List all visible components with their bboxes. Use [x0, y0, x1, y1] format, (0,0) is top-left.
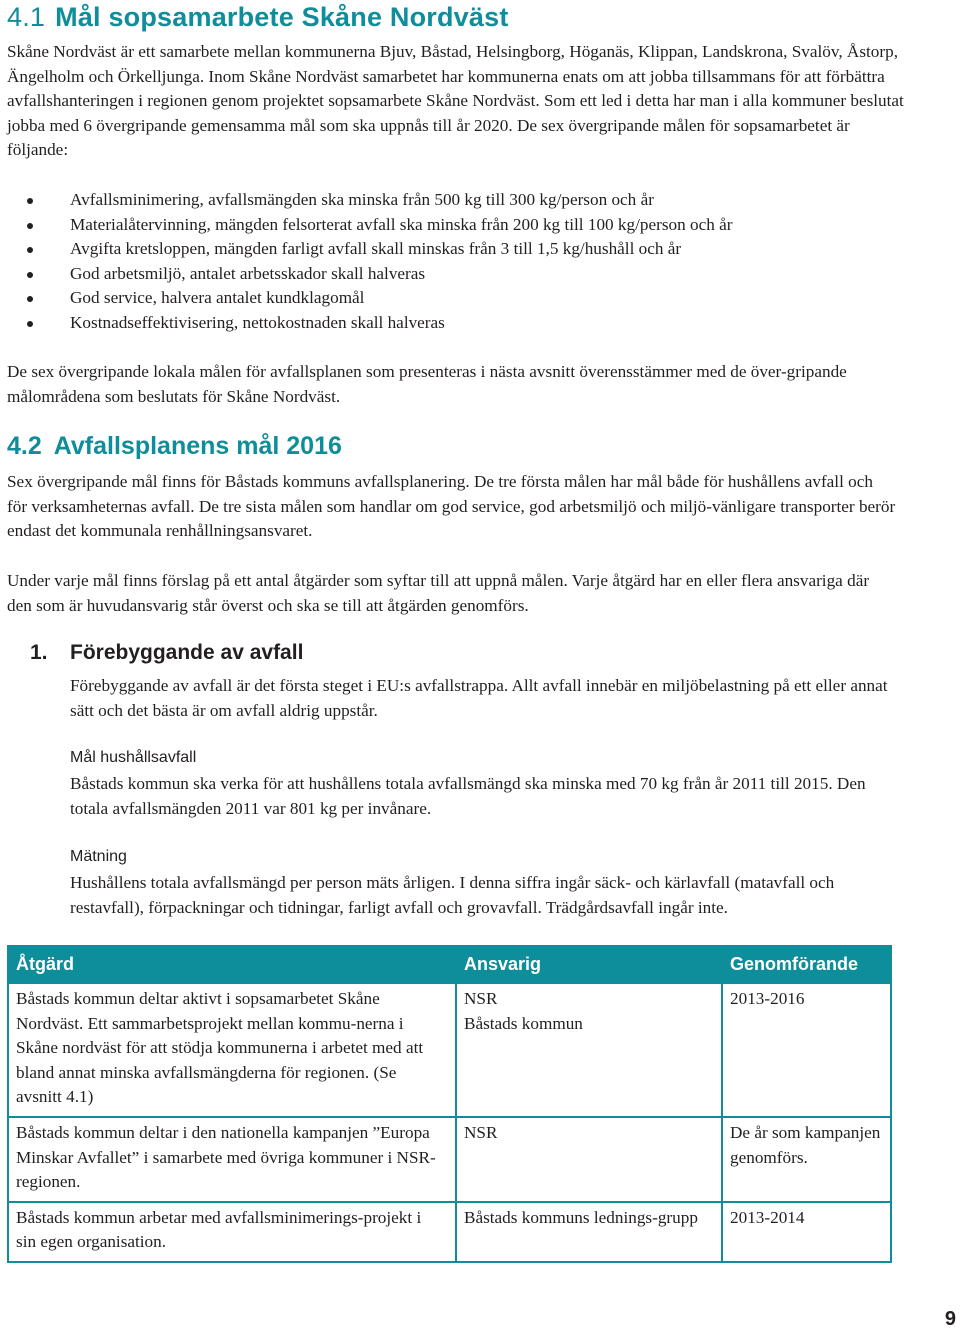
document-page: 4.1 Mål sopsamarbete Skåne Nordväst Skåne Nordväst är ett samarbete mellan kommunerna Bjuv, Båstad, Helsingborg, Höganäs, Klippan, Landskrona, Svalöv, Åstorp, Ängelholm och Örkelljunga. Inom Skåne Nordväst samarbetet har kommunerna enats om att jobba tillsammans för att förbättra avfallshanteringen i regionen genom projektet sopsamarbete Skåne Nordväst. Som ett led i detta har man i alla kommuner beslutat jobba med 6 övergripande gemensamma mål som ska uppnås till år 2020. De sex övergripande målen för sopsamarbetet är följande: Avfallsminimering, avfallsmängden ska minska från 500 kg till 300 kg/person och år Materialåtervinning, mängden felsorterat avfall ska minska från 200 kg till 100 kg/person och år Avgifta kretsloppen, mängden farligt avfall skall minskas från 3 till 1,5 kg/hushåll och år God arbetsmiljö, antalet arbetsskador skall halveras God service, halvera antalet kundklagomål Kostnadseffektivisering, nettokostnaden skall halveras De sex övergripande lokala målen för avfallsplanen som presenteras i nästa avsnitt överensstämmer med de över-gripande målområdena som beslutats för Skåne Nordväst. 4.2 Avfallsplanens mål 2016 Sex övergripande mål finns för Båstads kommuns avfallsplanering. De tre första målen har mål både för hushållens avfall och för verksamheternas avfall. De tre sista målen som handlar om god service, god arbetsmiljö och miljö-vänligare transporter berör endast det kommunala renhållningsansvaret. Under varje mål finns förslag på ett antal åtgärder som syftar till att uppnå målen. Varje åtgärd har en eller flera ansvariga där den som är huvudansvarig står överst och ska se till att åtgärden genomförs. 1. Förebyggande av avfall Förebyggande av avfall är det första steget i EU:s avfallstrappa. Allt avfall innebär en miljöbelastning på ett eller annat sätt och det bästa är om avfall aldrig uppstår. Mål hushållsavfall Båstads kommun ska verka för att hushållens totala avfallsmängd ska minska med 70 kg från år 2011 till 2015. Den totala avfallsmängden 2011 var 801 kg per invånare. Mätning Hushållens totala avfallsmängd per person mäts årligen. I denna siffra ingår säck- och kärlavfall (matavfall och restavfall), förpackningar och tidningar, farligt avfall och grovavfall. Trädgårdsavfall ingår inte. Åtgärd Ansvarig Genomförande Båstads kommun deltar aktivt i sopsamarbetet Skåne Nordväst. Ett sammarbetsprojekt mellan kommu-nerna i Skåne nordväst för att stödja kommunerna i arbetet med att bland annat minska avfallsmängderna för regionen. (Se avsnitt 4.1) NSR Båstads kommun 2013-2016 Båstads kommun deltar i den nationella kampanjen ”Europa Minskar Avfallet” i samarbete med övriga kommuner i NSR-regionen. NSR De år som kampanjen genomförs. Båstads kommun arbetar med avfallsminimerings-projekt i sin egen organisation. Båstads kommuns lednings-grupp 2013-2014 9: [7, 2, 956, 1330]
section-title: Mål sopsamarbete Skåne Nordväst: [55, 2, 509, 32]
cell-timing: 2013-2016: [722, 983, 891, 1117]
table-header-row: [8, 946, 891, 983]
goal-intro: Förebyggande av avfall är det första steget i EU:s avfallstrappa. Allt avfall innebär en miljöbelastning på ett eller annat sätt och det bästa är om avfall aldrig uppstår.: [70, 676, 888, 720]
responsible-entry: Båstads kommuns lednings-grupp: [464, 1207, 698, 1227]
column-header-responsible: Ansvarig: [456, 946, 722, 983]
section2-paragraph-1: Sex övergripande mål finns för Båstads kommuns avfallsplanering. De tre första målen har mål både för hushållens avfall och för verksamheternas avfall. De tre sista målen som handlar om god service, god arbetsmiljö och miljö-vänligare transporter berör endast det kommunala renhållningsansvaret.: [7, 472, 896, 541]
cell-timing: De år som kampanjen genomförs.: [722, 1117, 891, 1202]
cell-responsible: [456, 983, 722, 1117]
cell-timing: 2013-2014: [722, 1202, 891, 1262]
cell-action: Båstads kommun arbetar med avfallsminimerings-projekt i sin egen organisation.: [8, 1202, 456, 1262]
responsible-entry: NSR: [464, 989, 498, 1008]
section-number: 4.2: [7, 432, 42, 460]
measure-heading: Mätning: [70, 848, 127, 865]
section-heading-4-2: [7, 432, 342, 461]
bullet-icon: [27, 198, 33, 204]
target-heading: Mål hushållsavfall: [70, 749, 197, 766]
closing-paragraph: De sex övergripande lokala målen för avfallsplanen som presenteras i nästa avsnitt överensstämmer med de över-gripande målområdena som beslutats för Skåne Nordväst.: [7, 362, 847, 406]
bullet-icon: [27, 247, 33, 253]
section2-paragraph-2: Under varje mål finns förslag på ett antal åtgärder som syftar till att uppnå målen. Varje åtgärd har en eller flera ansvariga där den som är huvudansvarig står överst och ska se till att åtgärden genomförs.: [7, 571, 870, 615]
bullet-icon: [27, 296, 33, 302]
column-header-timing: Genomförande: [722, 946, 891, 983]
section-heading-4-1: [7, 2, 509, 33]
bullet-icon: [27, 272, 33, 278]
table-row: [8, 1117, 891, 1202]
target-text: Båstads kommun ska verka för att hushållens totala avfallsmängd ska minska med 70 kg från år 2011 till 2015. Den totala avfallsmängden 2011 var 801 kg per invånare.: [70, 774, 866, 818]
measure-text: Hushållens totala avfallsmängd per person mäts årligen. I denna siffra ingår säck- och kärlavfall (matavfall och restavfall), förpackningar och tidningar, farligt avfall och grovavfall. Trädgårdsavfall ingår inte.: [70, 873, 835, 917]
table-row: [8, 983, 891, 1117]
bullet-icon: [27, 321, 33, 327]
goal-number: 1.: [30, 641, 48, 664]
table-row: [8, 1202, 891, 1262]
responsible-entry: Båstads kommun: [464, 1013, 583, 1033]
cell-action: Båstads kommun deltar aktivt i sopsamarbetet Skåne Nordväst. Ett sammarbetsprojekt mellan kommu-nerna i Skåne nordväst för att stödja kommunerna i arbetet med att bland annat minska avfallsmängderna för regionen. (Se avsnitt 4.1): [8, 983, 456, 1117]
section-number: 4.1: [7, 2, 46, 32]
page-number: 9: [944, 1308, 956, 1330]
section-title: Avfallsplanens mål 2016: [53, 432, 342, 460]
cell-responsible: [456, 1202, 722, 1262]
actions-table: [7, 945, 892, 1263]
cell-action: Båstads kommun deltar i den nationella kampanjen ”Europa Minskar Avfallet” i samarbete med övriga kommuner i NSR-regionen.: [8, 1117, 456, 1202]
column-header-action: Åtgärd: [8, 946, 456, 983]
bullet-icon: [27, 223, 33, 229]
goal-title: Förebyggande av avfall: [70, 641, 304, 664]
cell-responsible: [456, 1117, 722, 1202]
intro-paragraph: Skåne Nordväst är ett samarbete mellan kommunerna Bjuv, Båstad, Helsingborg, Höganäs, Klippan, Landskrona, Svalöv, Åstorp, Ängelholm och Örkelljunga. Inom Skåne Nordväst samarbetet har kommunerna enats om att jobba tillsammans för att förbättra avfallshanteringen i regionen genom projektet sopsamarbete Skåne Nordväst. Som ett led i detta har man i alla kommuner beslutat jobba med 6 övergripande gemensamma mål som ska uppnås till år 2020. De sex övergripande målen för sopsamarbetet är följande:: [7, 42, 904, 160]
responsible-entry: NSR: [464, 1122, 498, 1142]
